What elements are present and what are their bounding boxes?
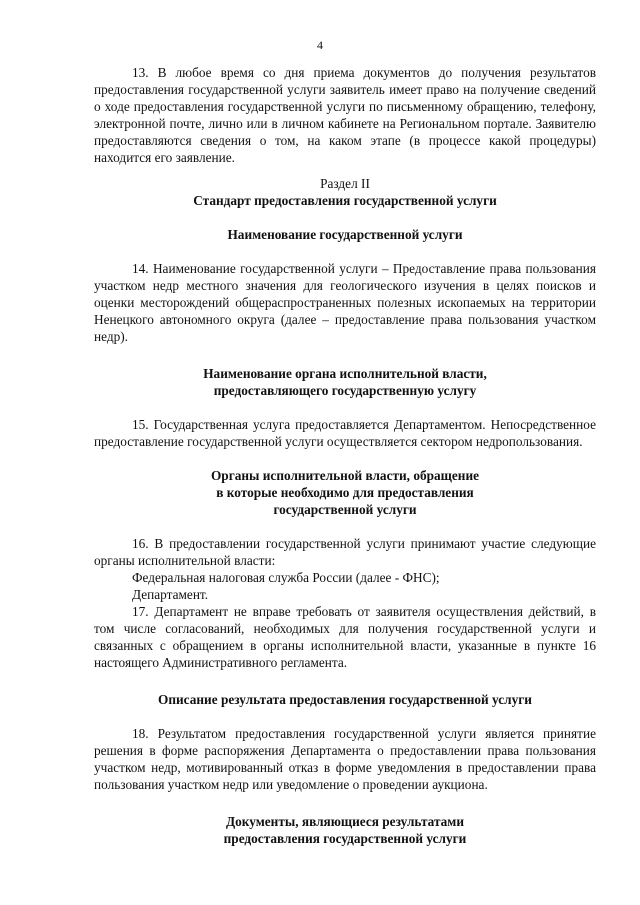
heading-result: Описание результата предоставления государственной услуги: [158, 692, 532, 707]
heading-docs-line-1: Документы, являющиеся результатами: [225, 814, 465, 829]
page-number: 4: [317, 38, 323, 52]
heading-organ-line-1: Наименование органа исполнительной власти,: [203, 366, 487, 381]
heading-bodies-line-1: Органы исполнительной власти, обращение: [210, 468, 480, 483]
heading-docs-line-2: предоставления государственной услуги: [223, 831, 467, 846]
paragraph-16-item-fns: Федеральная налоговая служба России (далее - ФНС);: [132, 570, 440, 585]
paragraph-14: 14. Наименование государственной услуги – Предоставление права пользования участком недр местного значения для геологического изучения в целях поисков и оценки месторождений общераспространенных полезных ископаемых на территории Ненецкого автономного округа (далее – предоставление права пользования участком недр).: [94, 261, 596, 344]
heading-bodies-line-3: государственной услуги: [273, 502, 417, 517]
heading-organ-line-2: предоставляющего государственную услугу: [213, 383, 477, 398]
heading-service-name: Наименование государственной услуги: [227, 227, 463, 242]
section-label: Раздел II: [320, 176, 370, 191]
paragraph-16-item-department: Департамент.: [132, 587, 209, 602]
paragraph-18: 18. Результатом предоставления государственной услуги является принятие решения в форме распоряжения Департамента о предоставлении права пользования участком недр, мотивированный отказ в форме уведомления в предоставлении права пользования участком недр или уведомление о проведении аукциона.: [94, 726, 596, 792]
section-title: Стандарт предоставления государственной услуги: [193, 193, 497, 208]
heading-bodies-line-2: в которые необходимо для предоставления: [216, 485, 474, 500]
paragraph-13: 13. В любое время со дня приема документов до получения результатов предоставления государственной услуги заявитель имеет право на получение сведений о ходе предоставления государственной услуги по письменному обращению, телефону, электронной почте, лично или в личном кабинете на Региональном портале. Заявителю предоставляются сведения о том, на каком этапе (в процессе какой процедуры) находится его заявление.: [94, 65, 596, 165]
paragraph-16: 16. В предоставлении государственной услуги принимают участие следующие органы исполнительной власти:: [94, 536, 596, 568]
page-content: [94, 64, 596, 847]
paragraph-15: 15. Государственная услуга предоставляется Департаментом. Непосредственное предоставление государственной услуги осуществляется сектором недропользования.: [94, 417, 596, 449]
paragraph-17: 17. Департамент не вправе требовать от заявителя осуществления действий, в том числе согласований, необходимых для получения государственной услуги и связанных с обращением в органы исполнительной власти, указанные в пункте 16 настоящего Административного регламента.: [94, 604, 596, 670]
